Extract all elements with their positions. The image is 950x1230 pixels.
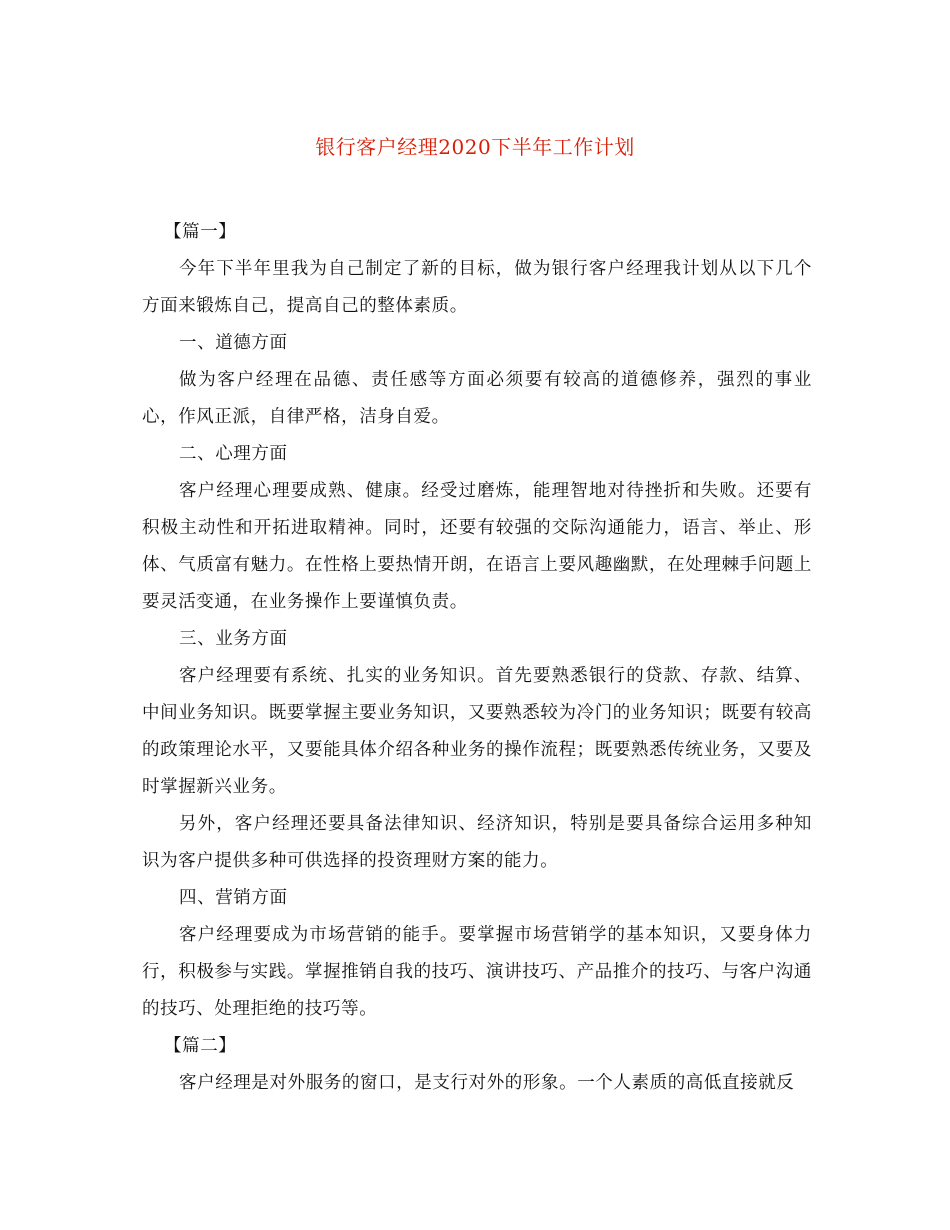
paragraph-morality: 做为客户经理在品德、责任感等方面必须要有较高的道德修养，强烈的事业心，作风正派，自律严格，洁身自爱。	[142, 370, 812, 427]
heading-business: 三、业务方面	[179, 629, 288, 649]
paragraph-marketing: 客户经理要成为市场营销的能手。要掌握市场营销学的基本知识，又要身体力行，积极参与实践。掌握推销自我的技巧、演讲技巧、产品推介的技巧、与客户沟通的技巧、处理拒绝的技巧等。	[142, 925, 812, 1019]
paragraph-psychology: 客户经理心理要成熟、健康。经受过磨炼，能理智地对待挫折和失败。还要有积极主动性和开拓进取精神。同时，还要有较强的交际沟通能力，语言、举止、形体、气质富有魅力。在性格上要热情开朗，在语言上要风趣幽默，在处理棘手问题上要灵活变通，在业务操作上要谨慎负责。	[142, 481, 812, 612]
heading-marketing: 四、营销方面	[179, 888, 288, 908]
document-body	[142, 214, 812, 1102]
heading-psychology: 二、心理方面	[179, 444, 288, 464]
heading-morality: 一、道德方面	[179, 333, 288, 353]
section-marker-2: 【篇二】	[164, 1036, 237, 1056]
document-title: 银行客户经理2020下半年工作计划	[315, 135, 635, 159]
section-marker-1: 【篇一】	[164, 222, 237, 242]
intro-paragraph: 今年下半年里我为自己制定了新的目标，做为银行客户经理我计划从以下几个方面来锻炼自己，提高自己的整体素质。	[142, 259, 812, 316]
paragraph-part-two: 客户经理是对外服务的窗口，是支行对外的形象。一个人素质的高低直接就反	[179, 1073, 795, 1093]
paragraph-business: 客户经理要有系统、扎实的业务知识。首先要熟悉银行的贷款、存款、结算、中间业务知识。既要掌握主要业务知识，又要熟悉较为冷门的业务知识；既要有较高的政策理论水平，又要能具体介绍各种业务的操作流程；既要熟悉传统业务，又要及时掌握新兴业务。	[142, 666, 812, 797]
paragraph-business-extra: 另外，客户经理还要具备法律知识、经济知识，特别是要具备综合运用多种知识为客户提供多种可供选择的投资理财方案的能力。	[142, 814, 812, 871]
